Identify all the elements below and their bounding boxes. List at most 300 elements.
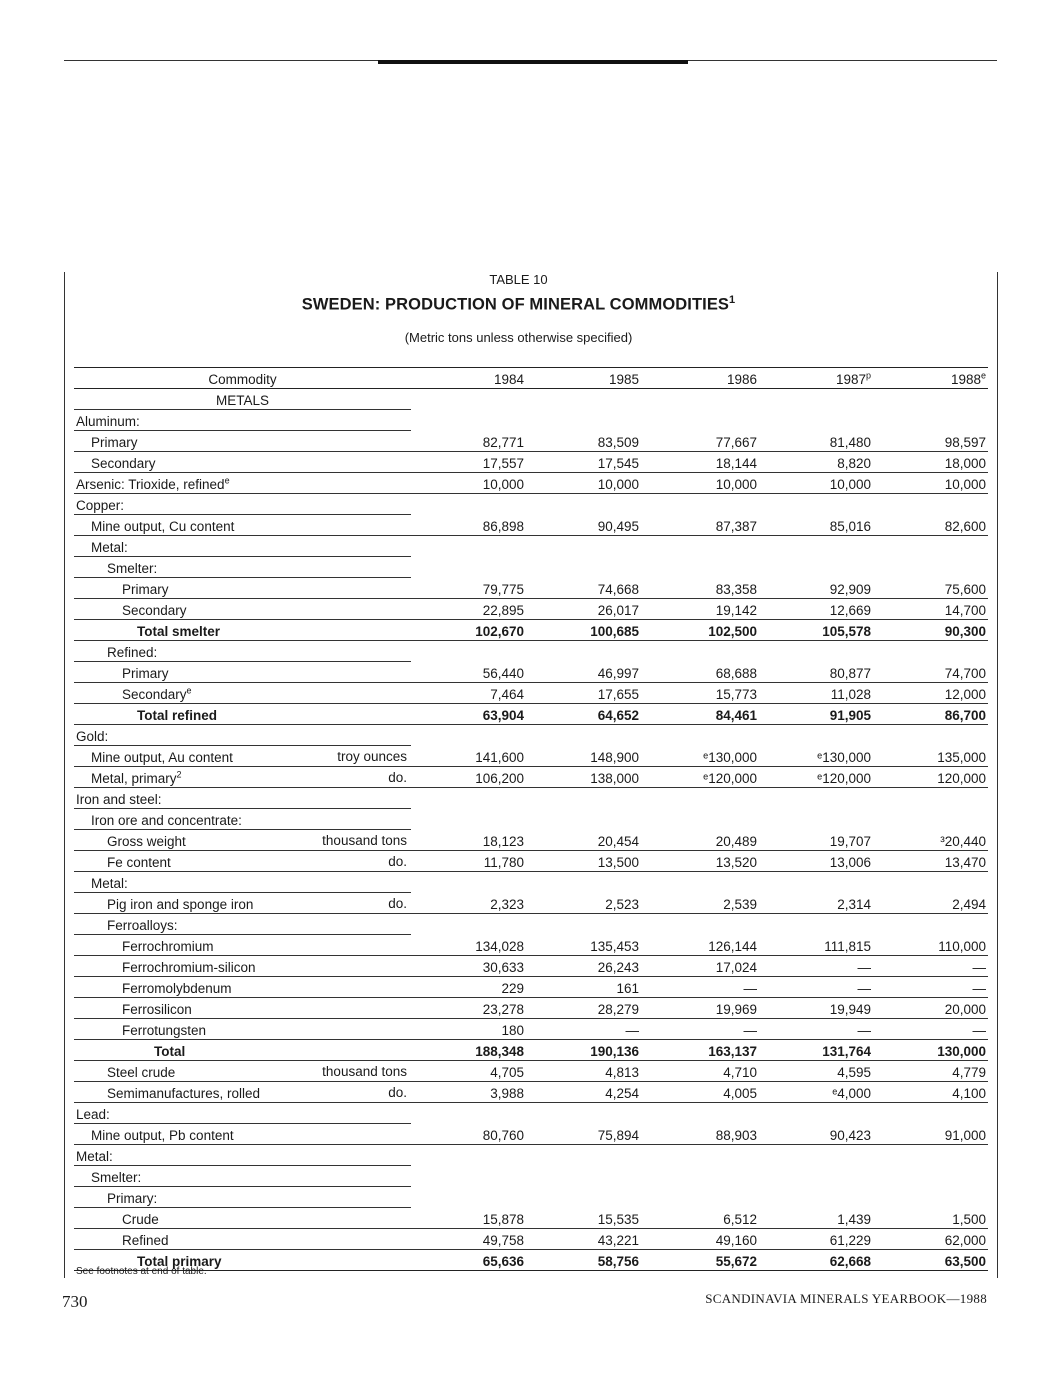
commodity-cell	[74, 536, 411, 557]
value-cell-1984: 63,904	[411, 704, 526, 725]
value-cell-1985: 20,454	[526, 830, 641, 851]
value-cell-1987	[759, 725, 873, 746]
commodity-label: Copper:	[76, 498, 125, 513]
top-thick-rule	[378, 60, 688, 64]
value-cell-1987	[759, 914, 873, 935]
value-cell-1986	[641, 641, 759, 662]
value-cell-1984	[411, 557, 526, 578]
value-cell-1986	[641, 410, 759, 431]
value-cell-1987: 10,000	[759, 473, 873, 494]
footnote-mark: e	[186, 685, 192, 696]
value-cell-1987	[759, 494, 873, 515]
commodity-label: Secondary	[91, 456, 156, 471]
value-cell-1987	[759, 410, 873, 431]
value-cell-1987: 12,669	[759, 599, 873, 620]
group-row	[74, 872, 988, 893]
value-cell-1986: 102,500	[641, 620, 759, 641]
value-cell-1984: 3,988	[411, 1082, 526, 1103]
value-cell-1986: —	[641, 1019, 759, 1040]
value-cell-1988	[873, 788, 988, 809]
value-cell-1987: 4,595	[759, 1061, 873, 1082]
commodity-cell	[74, 746, 411, 767]
commodity-cell	[74, 1229, 411, 1250]
commodity-cell	[74, 830, 411, 851]
value-cell-1985: 138,000	[526, 767, 641, 788]
commodity-label: Smelter:	[91, 1170, 142, 1185]
value-cell-1987: ᵉ4,000	[759, 1082, 873, 1103]
value-cell-1985	[526, 410, 641, 431]
value-cell-1984: 2,323	[411, 893, 526, 914]
unit-label: do.	[388, 1085, 407, 1100]
table-subtitle: (Metric tons unless otherwise specified)	[404, 330, 633, 345]
commodity-label: Gross weight	[107, 834, 186, 849]
value-cell-1986	[641, 1145, 759, 1166]
table-row	[74, 1229, 988, 1250]
value-cell-1985	[526, 494, 641, 515]
value-cell-1988: 62,000	[873, 1229, 988, 1250]
commodity-cell	[74, 998, 411, 1019]
value-cell-1987: —	[759, 977, 873, 998]
table-row	[74, 1061, 988, 1082]
commodity-cell	[74, 872, 411, 893]
commodity-cell	[74, 788, 411, 809]
commodity-label: Refined:	[107, 645, 158, 660]
value-cell-1986: 88,903	[641, 1124, 759, 1145]
value-cell-1987: 92,909	[759, 578, 873, 599]
unit-label: do.	[388, 770, 407, 785]
value-cell-1984	[411, 809, 526, 830]
table-row	[74, 977, 988, 998]
group-row	[74, 557, 988, 578]
value-cell-1988	[873, 1187, 988, 1208]
table-header-row	[74, 368, 988, 389]
table-row	[74, 935, 988, 956]
value-cell-1987: 13,006	[759, 851, 873, 872]
value-cell-1985: 100,685	[526, 620, 641, 641]
commodity-cell	[74, 641, 411, 662]
value-cell-1988: 18,000	[873, 452, 988, 473]
value-cell-1984	[411, 725, 526, 746]
value-cell-1986: 19,969	[641, 998, 759, 1019]
value-cell-1984: 141,600	[411, 746, 526, 767]
value-cell-1986	[641, 1187, 759, 1208]
value-cell-1988: 10,000	[873, 473, 988, 494]
value-cell-1985: 2,523	[526, 893, 641, 914]
table-title	[0, 294, 1037, 315]
value-cell-1987	[759, 557, 873, 578]
group-row	[74, 641, 988, 662]
value-cell-1985: 13,500	[526, 851, 641, 872]
value-cell-1984: 7,464	[411, 683, 526, 704]
commodity-cell	[74, 620, 411, 641]
value-cell-1988	[873, 410, 988, 431]
value-cell-1984: 30,633	[411, 956, 526, 977]
commodity-cell	[74, 662, 411, 683]
commodity-label: Metal:	[76, 1149, 113, 1164]
commodity-label: Primary:	[107, 1191, 158, 1206]
value-cell-1984: 56,440	[411, 662, 526, 683]
value-cell-1985: 10,000	[526, 473, 641, 494]
value-cell-1985: 4,813	[526, 1061, 641, 1082]
value-cell-1986	[641, 725, 759, 746]
commodity-label: Ferrochromium	[122, 939, 214, 954]
table-row	[74, 473, 988, 494]
value-cell-1985	[526, 641, 641, 662]
value-cell-1987: 19,949	[759, 998, 873, 1019]
commodity-cell	[74, 410, 411, 431]
header-year-1986: 1986	[641, 368, 759, 389]
commodity-cell	[74, 1208, 411, 1229]
commodity-label: Metal:	[91, 876, 128, 891]
value-cell-1985	[526, 536, 641, 557]
unit-label: do.	[388, 896, 407, 911]
group-row	[74, 1166, 988, 1187]
value-cell-1987: 61,229	[759, 1229, 873, 1250]
table-row	[74, 893, 988, 914]
value-cell-1987: 90,423	[759, 1124, 873, 1145]
value-cell-1988	[873, 557, 988, 578]
value-cell-1985: 75,894	[526, 1124, 641, 1145]
value-cell-1987	[759, 872, 873, 893]
table-row	[74, 599, 988, 620]
value-cell-1985: 43,221	[526, 1229, 641, 1250]
value-cell-1984: 86,898	[411, 515, 526, 536]
commodity-cell	[74, 1187, 411, 1208]
value-cell-1988	[873, 809, 988, 830]
table-row	[74, 1019, 988, 1040]
value-cell-1986: 68,688	[641, 662, 759, 683]
value-cell-1985	[526, 809, 641, 830]
total-row	[74, 1250, 988, 1271]
commodity-cell	[74, 1145, 411, 1166]
value-cell-1988: 110,000	[873, 935, 988, 956]
header-year-1988: 1988e	[873, 368, 988, 389]
value-cell-1987	[759, 1145, 873, 1166]
commodity-label: Mine output, Au content	[91, 750, 233, 765]
value-cell-1984: 17,557	[411, 452, 526, 473]
value-cell-1988: 135,000	[873, 746, 988, 767]
table-row	[74, 998, 988, 1019]
value-cell-1987: 105,578	[759, 620, 873, 641]
commodity-label: Semimanufactures, rolled	[107, 1086, 261, 1101]
value-cell-1986: 20,489	[641, 830, 759, 851]
value-cell-1988	[873, 914, 988, 935]
commodity-cell	[74, 599, 411, 620]
value-cell-1985: 28,279	[526, 998, 641, 1019]
value-cell-1985: 161	[526, 977, 641, 998]
value-cell-1987	[759, 1166, 873, 1187]
commodity-label: Total smelter	[137, 624, 221, 639]
value-cell-1988: —	[873, 977, 988, 998]
value-cell-1984: 18,123	[411, 830, 526, 851]
commodity-label: Total	[154, 1044, 186, 1059]
commodity-cell	[74, 1061, 411, 1082]
value-cell-1984: 188,348	[411, 1040, 526, 1061]
commodity-label: Aluminum:	[76, 414, 140, 429]
value-cell-1984	[411, 410, 526, 431]
value-cell-1987: 62,668	[759, 1250, 873, 1271]
unit-label: thousand tons	[322, 1064, 407, 1079]
value-cell-1985: —	[526, 1019, 641, 1040]
commodity-cell	[74, 557, 411, 578]
table-row	[74, 1124, 988, 1145]
table-row	[74, 1208, 988, 1229]
value-cell-1988: 63,500	[873, 1250, 988, 1271]
table-row	[74, 851, 988, 872]
value-cell-1984	[411, 1103, 526, 1124]
total-row	[74, 620, 988, 641]
value-cell-1987: 131,764	[759, 1040, 873, 1061]
value-cell-1988	[873, 1103, 988, 1124]
table-title-footnote-mark: 1	[729, 294, 736, 306]
commodity-cell	[74, 851, 411, 872]
commodity-label: Refined	[122, 1233, 169, 1248]
value-cell-1988	[873, 1145, 988, 1166]
commodity-cell	[74, 494, 411, 515]
commodity-label: Gold:	[76, 729, 109, 744]
value-cell-1986: ᵉ120,000	[641, 767, 759, 788]
value-cell-1986: 19,142	[641, 599, 759, 620]
table-row	[74, 746, 988, 767]
value-cell-1984: 79,775	[411, 578, 526, 599]
value-cell-1987: ᵉ120,000	[759, 767, 873, 788]
left-margin-line	[64, 272, 65, 1278]
table-label: TABLE 10	[489, 272, 548, 287]
table-row	[74, 956, 988, 977]
value-cell-1988: 4,100	[873, 1082, 988, 1103]
value-cell-1988: 91,000	[873, 1124, 988, 1145]
value-cell-1986: 18,144	[641, 452, 759, 473]
table-row	[74, 578, 988, 599]
value-cell-1985: 4,254	[526, 1082, 641, 1103]
commodity-cell	[74, 914, 411, 935]
commodity-label: Smelter:	[107, 561, 158, 576]
value-cell-1988: 12,000	[873, 683, 988, 704]
value-cell-1985: 15,535	[526, 1208, 641, 1229]
value-cell-1984	[411, 788, 526, 809]
commodity-label: Ferromolybdenum	[122, 981, 232, 996]
group-row	[74, 389, 988, 410]
value-cell-1986: ᵉ130,000	[641, 746, 759, 767]
value-cell-1984: 22,895	[411, 599, 526, 620]
commodity-label: Ferrosilicon	[122, 1002, 192, 1017]
right-margin-line	[997, 272, 998, 1278]
production-table	[74, 367, 988, 1271]
value-cell-1985	[526, 872, 641, 893]
value-cell-1984: 106,200	[411, 767, 526, 788]
group-row	[74, 914, 988, 935]
footnote-mark: e	[224, 475, 230, 486]
value-cell-1986: 126,144	[641, 935, 759, 956]
commodity-label: Pig iron and sponge iron	[107, 897, 254, 912]
value-cell-1985	[526, 389, 641, 410]
commodity-cell	[74, 935, 411, 956]
value-cell-1987: 91,905	[759, 704, 873, 725]
commodity-cell	[74, 1040, 411, 1061]
value-cell-1986	[641, 872, 759, 893]
group-row	[74, 725, 988, 746]
commodity-cell	[74, 1166, 411, 1187]
value-cell-1986: 2,539	[641, 893, 759, 914]
value-cell-1986	[641, 494, 759, 515]
commodity-label: Iron ore and concentrate:	[91, 813, 242, 828]
value-cell-1985: 26,017	[526, 599, 641, 620]
commodity-cell	[74, 704, 411, 725]
commodity-cell	[74, 578, 411, 599]
header-commodity: Commodity	[74, 368, 411, 389]
value-cell-1987: 11,028	[759, 683, 873, 704]
value-cell-1984	[411, 1187, 526, 1208]
commodity-cell	[74, 809, 411, 830]
total-row	[74, 704, 988, 725]
commodity-label: Lead:	[76, 1107, 110, 1122]
value-cell-1988: 120,000	[873, 767, 988, 788]
value-cell-1986	[641, 809, 759, 830]
total-row	[74, 1040, 988, 1061]
value-cell-1988: 2,494	[873, 893, 988, 914]
value-cell-1986: 17,024	[641, 956, 759, 977]
value-cell-1986	[641, 389, 759, 410]
table-row	[74, 767, 988, 788]
commodity-cell	[74, 767, 411, 788]
value-cell-1986: 163,137	[641, 1040, 759, 1061]
group-row	[74, 1103, 988, 1124]
value-cell-1986: 77,667	[641, 431, 759, 452]
value-cell-1984: 229	[411, 977, 526, 998]
value-cell-1988: 14,700	[873, 599, 988, 620]
commodity-label: Steel crude	[107, 1065, 176, 1080]
commodity-label: Ferrotungsten	[122, 1023, 207, 1038]
value-cell-1987: 1,439	[759, 1208, 873, 1229]
value-cell-1984: 11,780	[411, 851, 526, 872]
value-cell-1984: 15,878	[411, 1208, 526, 1229]
value-cell-1985: 135,453	[526, 935, 641, 956]
running-head: SCANDINAVIA MINERALS YEARBOOK—1988	[705, 1291, 987, 1306]
commodity-cell	[74, 1103, 411, 1124]
commodity-cell	[74, 1019, 411, 1040]
value-cell-1986	[641, 788, 759, 809]
value-cell-1985: 74,668	[526, 578, 641, 599]
value-cell-1986	[641, 536, 759, 557]
value-cell-1985	[526, 725, 641, 746]
value-cell-1985	[526, 788, 641, 809]
value-cell-1985	[526, 1166, 641, 1187]
value-cell-1987	[759, 389, 873, 410]
value-cell-1985: 190,136	[526, 1040, 641, 1061]
value-cell-1986: 55,672	[641, 1250, 759, 1271]
commodity-cell	[74, 977, 411, 998]
value-cell-1984: 10,000	[411, 473, 526, 494]
commodity-label: Mine output, Cu content	[91, 519, 235, 534]
table-row	[74, 683, 988, 704]
value-cell-1984: 134,028	[411, 935, 526, 956]
value-cell-1988: 74,700	[873, 662, 988, 683]
footnote-text: See footnotes at end of table.	[76, 1266, 207, 1277]
value-cell-1986	[641, 1166, 759, 1187]
value-cell-1986: 13,520	[641, 851, 759, 872]
value-cell-1987	[759, 641, 873, 662]
value-cell-1988: ³20,440	[873, 830, 988, 851]
value-cell-1985: 64,652	[526, 704, 641, 725]
value-cell-1984	[411, 536, 526, 557]
value-cell-1988: 13,470	[873, 851, 988, 872]
commodity-label: Fe content	[107, 855, 171, 870]
value-cell-1988: 86,700	[873, 704, 988, 725]
unit-label: do.	[388, 854, 407, 869]
commodity-label: Secondary	[122, 687, 187, 702]
commodity-label: Primary	[122, 666, 169, 681]
value-cell-1986: 83,358	[641, 578, 759, 599]
value-cell-1986	[641, 914, 759, 935]
commodity-label: Arsenic: Trioxide, refined	[76, 477, 225, 492]
value-cell-1986: 6,512	[641, 1208, 759, 1229]
table-row	[74, 431, 988, 452]
group-row	[74, 809, 988, 830]
value-cell-1985	[526, 1187, 641, 1208]
value-cell-1988	[873, 725, 988, 746]
commodity-cell	[74, 389, 411, 410]
value-cell-1984: 180	[411, 1019, 526, 1040]
header-year-1985: 1985	[526, 368, 641, 389]
value-cell-1988	[873, 1166, 988, 1187]
commodity-label: Mine output, Pb content	[91, 1128, 234, 1143]
commodity-cell	[74, 431, 411, 452]
value-cell-1984: 102,670	[411, 620, 526, 641]
commodity-label: Ferroalloys:	[107, 918, 178, 933]
value-cell-1988: —	[873, 956, 988, 977]
value-cell-1987: 81,480	[759, 431, 873, 452]
header-year-1984: 1984	[411, 368, 526, 389]
commodity-label: Total primary	[137, 1254, 222, 1269]
value-cell-1985	[526, 914, 641, 935]
value-cell-1986	[641, 1103, 759, 1124]
table-row	[74, 515, 988, 536]
commodity-cell	[74, 893, 411, 914]
commodity-label: Ferrochromium-silicon	[122, 960, 256, 975]
group-row	[74, 1187, 988, 1208]
table-title-text: SWEDEN: PRODUCTION OF MINERAL COMMODITIES	[301, 295, 730, 314]
value-cell-1988	[873, 536, 988, 557]
value-cell-1985: 148,900	[526, 746, 641, 767]
value-cell-1984	[411, 1145, 526, 1166]
commodity-cell	[74, 683, 411, 704]
group-row	[74, 536, 988, 557]
commodity-cell	[74, 473, 411, 494]
value-cell-1984	[411, 494, 526, 515]
commodity-label: Total refined	[137, 708, 218, 723]
value-cell-1985: 83,509	[526, 431, 641, 452]
value-cell-1985	[526, 1145, 641, 1166]
value-cell-1984: 23,278	[411, 998, 526, 1019]
commodity-label: Crude	[122, 1212, 159, 1227]
value-cell-1988: 130,000	[873, 1040, 988, 1061]
value-cell-1986: 15,773	[641, 683, 759, 704]
value-cell-1984	[411, 641, 526, 662]
table-row	[74, 830, 988, 851]
value-cell-1988: 82,600	[873, 515, 988, 536]
value-cell-1987	[759, 536, 873, 557]
value-cell-1987: 19,707	[759, 830, 873, 851]
value-cell-1988	[873, 389, 988, 410]
commodity-label: Primary	[91, 435, 138, 450]
table-body	[74, 389, 988, 1271]
value-cell-1988	[873, 494, 988, 515]
value-cell-1985	[526, 557, 641, 578]
value-cell-1984: 65,636	[411, 1250, 526, 1271]
value-cell-1984	[411, 872, 526, 893]
value-cell-1987	[759, 1103, 873, 1124]
value-cell-1985: 90,495	[526, 515, 641, 536]
